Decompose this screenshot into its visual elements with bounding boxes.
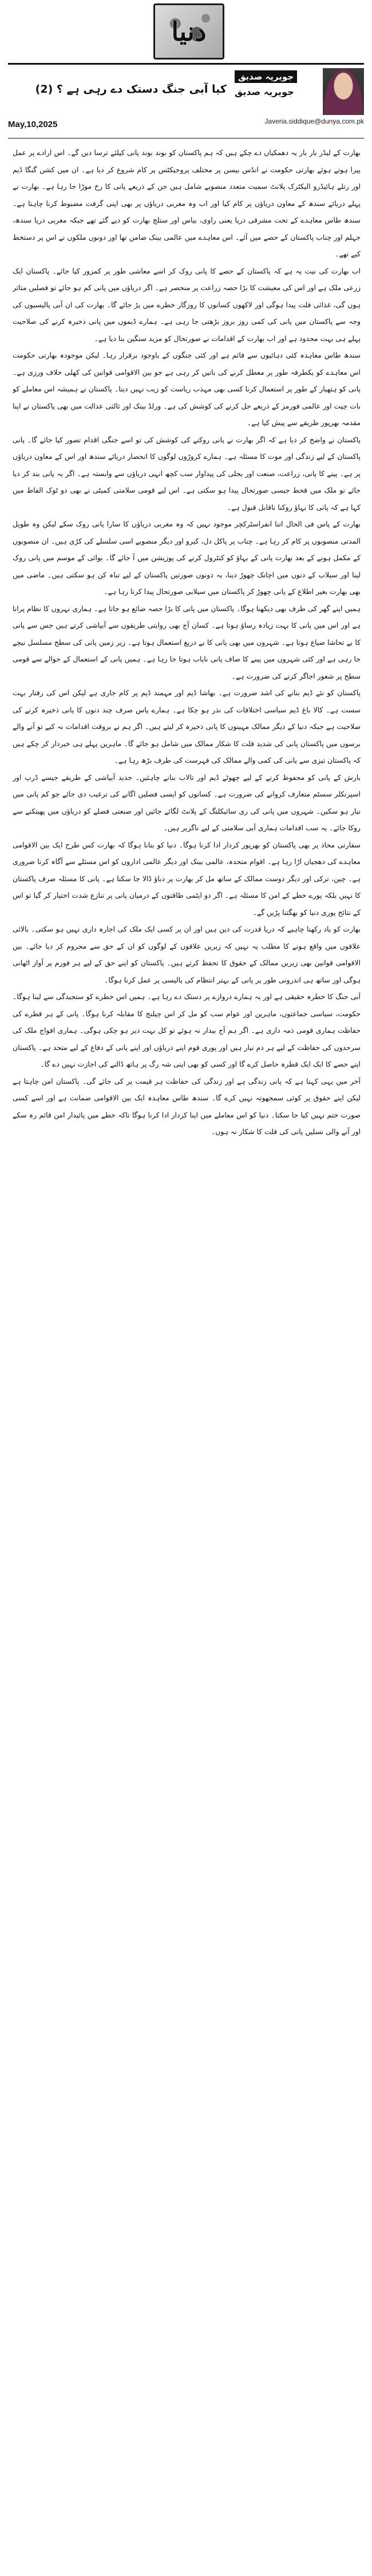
logo-text: دنیا	[171, 16, 207, 47]
paragraph: بھارت کے پاس فی الحال اتنا انفراسٹرکچر موجود نہیں کہ وہ مغربی دریاؤں کا سارا پانی روک سکے لیکن وہ طویل المدتی منصوبوں پر کام کر رہا ہے۔ چناب پر پاکل دل، کیرو اور دیگر منصوبے اسی سلسلے کی کڑی ہیں۔ ان منصوبوں کے مکمل ہونے کے بعد بھارت پانی کے بہاؤ کو کنٹرول کرنے کی پوزیشن میں آ جائے گا۔ بوائی کے موسم میں پانی روک لینا اور سیلاب کے دنوں میں اچانک چھوڑ دینا، یہ دونوں صورتیں پاکستان کے لیے تباہ کن ہو سکتی ہیں۔ ماضی میں بھی بھارت بغیر اطلاع کے پانی چھوڑ کر پاکستان میں سیلابی صورتحال پیدا کرتا رہا ہے۔	[13, 520, 361, 596]
paragraph: سندھ طاس معاہدہ کئی دہائیوں سے قائم ہے اور کئی جنگوں کے باوجود برقرار رہا۔ لیکن موجودہ بھارتی حکومت اس معاہدے کو یکطرفہ طور پر معطل کرنے کی باتیں کر رہی ہے جو بین الاقوامی قوانین کی کھلی خلاف ورزی ہے۔ پانی کو ہتھیار کے طور پر استعمال کرنا کسی بھی مہذب ریاست کو زیب نہیں دیتا۔ پاکستان نے ہمیشہ اس معاملے کو بات چیت اور عالمی فورمز کے ذریعے حل کرنے کی کوشش کی ہے۔ ورلڈ بینک اور ثالثی عدالت میں بھی پاکستان نے اپنا مقدمہ بھرپور طریقے سے پیش کیا ہے۔	[13, 351, 361, 427]
author-text	[235, 68, 323, 97]
paragraph: پاکستان نے واضح کر دیا ہے کہ اگر بھارت نے پانی روکنے کی کوشش کی تو اسے جنگی اقدام تصور کیا جائے گا۔ پانی پاکستان کے لیے زندگی اور موت کا مسئلہ ہے۔ ہمارے کروڑوں لوگوں کا انحصار دریائے سندھ اور اس کے معاون دریاؤں پر ہے۔ پینے کا پانی، زراعت، صنعت اور بجلی کی پیداوار سب کچھ انہی دریاؤں سے وابستہ ہے۔ اگر یہ پانی بند کر دیا جائے تو ملک میں قحط جیسی صورتحال پیدا ہو سکتی ہے۔ اس لیے قومی سلامتی کمیٹی نے بھی دو ٹوک الفاظ میں کہا ہے کہ پانی کا بہاؤ روکنا ناقابل قبول ہے۔	[13, 435, 361, 512]
paragraph: بھارت کے لیڈر بار بار یہ دھمکیاں دے چکے ہیں کہ ہم پاکستان کو بوند بوند پانی کیلئے ترسا دیں گے۔ اس ارادے پر عمل پیرا ہوتے ہوئے بھارتی حکومت نے انڈس بیسن پر مختلف پروجیکٹس پر کام شروع کر دیا ہے۔ ان میں کشن گنگا ڈیم اور رتلے ہائیڈرو الیکٹرک پلانٹ سمیت متعدد منصوبے شامل ہیں جن کے ذریعے پانی کا رخ موڑا جا رہا ہے۔ بھارت نے پہلے دریائے سندھ کے معاون دریاؤں پر کام کیا اور اب وہ مغربی دریاؤں پر بھی اپنی گرفت مضبوط کرنا چاہتا ہے۔ سندھ طاس معاہدے کے تحت مشرقی دریا یعنی راوی، بیاس اور ستلج بھارت کو دیے گئے تھے جبکہ مغربی دریا سندھ، جہلم اور چناب پاکستان کے حصے میں آئے۔ اس معاہدے میں عالمی بینک ضامن تھا اور دونوں ملکوں نے اس پر دستخط کیے تھے۔	[13, 148, 361, 258]
publish-date: May,10,2025	[8, 120, 58, 129]
paragraph: آخر میں یہی کہنا ہے کہ پانی زندگی ہے اور زندگی کی حفاظت ہر قیمت پر کی جائے گی۔ پاکستان امن چاہتا ہے لیکن اپنے حقوق پر کوئی سمجھوتہ نہیں کرے گا۔ سندھ طاس معاہدہ ایک بین الاقوامی ضمانت ہے اور اسے کسی صورت ختم نہیں کیا جا سکتا۔ دنیا کو اس معاملے میں اپنا کردار ادا کرنا ہوگا تاکہ خطے میں پائیدار امن قائم رہ سکے اور آنے والی نسلیں پانی کی قلت کا شکار نہ ہوں۔	[13, 1076, 361, 1136]
column-header	[8, 63, 364, 138]
paragraph: سفارتی محاذ پر بھی پاکستان کو بھرپور کردار ادا کرنا ہوگا۔ دنیا کو بتانا ہوگا کہ بھارت کس طرح ایک بین الاقوامی معاہدے کی دھجیاں اڑا رہا ہے۔ اقوام متحدہ، عالمی بینک اور دیگر عالمی اداروں کو اس مسئلے سے آگاہ کرنا ضروری ہے۔ چین، ترکی اور دیگر دوست ممالک کے ساتھ مل کر بھارت پر دباؤ ڈالا جا سکتا ہے۔ پانی کا مسئلہ صرف پاکستان کا نہیں بلکہ پورے خطے کے امن کا مسئلہ ہے۔ اگر دو ایٹمی طاقتوں کے درمیان پانی پر تنازع شدت اختیار کر گیا تو اس کے نتائج پوری دنیا کو بھگتنا پڑیں گے۔	[13, 840, 361, 917]
column-name: جویریہ صدیق	[235, 70, 297, 83]
article-headline: کیا آبی جنگ دستک دے رہی ہے ؟ (2)	[35, 83, 227, 96]
paragraph: آبی جنگ کا خطرہ حقیقی ہے اور یہ ہمارے دروازے پر دستک دے رہا ہے۔ ہمیں اس خطرے کو سنجیدگی سے لینا ہوگا۔ حکومت، سیاسی جماعتوں، ماہرین اور عوام سب کو مل کر اس چیلنج کا مقابلہ کرنا ہوگا۔ پانی کے ہر قطرے کی حفاظت ہماری قومی ذمہ داری ہے۔ اگر ہم آج بیدار نہ ہوئے تو کل بہت دیر ہو چکی ہوگی۔ ہماری افواج ملک کی سرحدوں کی حفاظت کے لیے ہر دم تیار ہیں اور پوری قوم اپنے دریاؤں اور اپنے پانی کے دفاع کے لیے متحد ہے۔ پاکستان اپنے حصے کا ایک ایک قطرہ حاصل کرے گا اور کسی کو بھی اپنی شہ رگ پر ہاتھ ڈالنے کی اجازت نہیں دے گا۔	[13, 992, 361, 1068]
paragraph: اب بھارت کی نیت یہ ہے کہ پاکستان کے حصے کا پانی روک کر اسے معاشی طور پر کمزور کیا جائے۔ پاکستان ایک زرعی ملک ہے اور اس کی معیشت کا بڑا حصہ زراعت پر منحصر ہے۔ اگر دریاؤں میں پانی کم ہو جائے تو فصلیں متاثر ہوں گی، غذائی قلت پیدا ہوگی اور لاکھوں کسانوں کا روزگار خطرے میں پڑ جائے گا۔ بھارت کی ان آبی پالیسیوں کی وجہ سے پاکستان میں پانی کی کمی روز بروز بڑھتی جا رہی ہے۔ ہمارے ڈیموں میں پانی ذخیرہ کرنے کی صلاحیت پہلے ہی بہت محدود ہے اور اب بھارت کے اقدامات نے صورتحال کو مزید سنگین بنا دیا ہے۔	[13, 266, 361, 343]
paragraph: پاکستان کو نئے ڈیم بنانے کی اشد ضرورت ہے۔ بھاشا ڈیم اور مہمند ڈیم پر کام جاری ہے لیکن اس کی رفتار بہت سست ہے۔ کالا باغ ڈیم سیاسی اختلافات کی نذر ہو چکا ہے۔ ہمارے پاس صرف چند دنوں کا پانی ذخیرہ کرنے کی صلاحیت ہے جبکہ دنیا کے دیگر ممالک مہینوں کا پانی ذخیرہ کر لیتے ہیں۔ اگر ہم نے بروقت اقدامات نہ کیے تو آنے والے برسوں میں پاکستان پانی کی شدید قلت کا شکار ممالک میں شامل ہو جائے گا۔ ماہرین پہلے ہی خبردار کر چکے ہیں کہ پاکستان تیزی سے پانی کی کمی والے ممالک کی فہرست کی طرف بڑھ رہا ہے۔	[13, 688, 361, 764]
author-box	[235, 68, 364, 114]
author-email[interactable]: Javeria.siddique@dunya.com.pk	[264, 117, 364, 125]
author-name: جویریہ صدیق	[235, 86, 294, 97]
author-photo	[323, 68, 364, 115]
paragraph: بھارت کو یاد رکھنا چاہیے کہ دریا قدرت کی دین ہیں اور ان پر کسی ایک ملک کی اجارہ داری نہیں ہو سکتی۔ بالائی علاقوں میں واقع ہونے کا مطلب یہ نہیں کہ زیریں علاقوں کے لوگوں کو ان کے حق سے محروم کر دیا جائے۔ بین الاقوامی قوانین بھی زیریں ممالک کے حقوق کا تحفظ کرتے ہیں۔ پاکستان کو اپنے حق کے لیے ہر فورم پر آواز اٹھانی ہوگی اور ساتھ ہی اندرونی طور پر پانی کے بہتر انتظام کی پالیسی پر عمل کرنا ہوگا۔	[13, 925, 361, 984]
paragraph: بارش کے پانی کو محفوظ کرنے کے لیے چھوٹے ڈیم اور تالاب بنانے چاہئیں۔ جدید آبپاشی کے طریقے جیسے ڈرپ اور اسپرنکلر سسٹم متعارف کروانے کی ضرورت ہے۔ کسانوں کو ایسی فصلیں اگانے کی ترغیب دی جائے جو کم پانی میں تیار ہو سکیں۔ شہروں میں پانی کی ری سائیکلنگ کے پلانٹ لگائے جائیں اور صنعتی فضلے کو دریاؤں میں پھینکنے سے روکا جائے۔ یہ سب اقدامات ہماری آبی سلامتی کے لیے ناگزیر ہیں۔	[13, 772, 361, 832]
article-body	[13, 144, 361, 2570]
newspaper-logo	[153, 3, 224, 60]
paragraph: ہمیں اپنے گھر کی طرف بھی دیکھنا ہوگا۔ پاکستان میں پانی کا بڑا حصہ ضائع ہو جاتا ہے۔ ہماری نہروں کا نظام پرانا ہے اور اس میں پانی کا بہت زیادہ رساؤ ہوتا ہے۔ کسان آج بھی روایتی طریقوں سے آبپاشی کرتے ہیں جس سے پانی کا بے تحاشا ضیاع ہوتا ہے۔ شہروں میں بھی پانی کا بے دریغ استعمال ہوتا ہے۔ زیر زمین پانی کی سطح مسلسل نیچے جا رہی ہے اور کئی شہروں میں پینے کا صاف پانی نایاب ہوتا جا رہا ہے۔ ہمیں پانی کے استعمال کے حوالے سے قومی سطح پر شعور اجاگر کرنے کی ضرورت ہے۔	[13, 604, 361, 680]
